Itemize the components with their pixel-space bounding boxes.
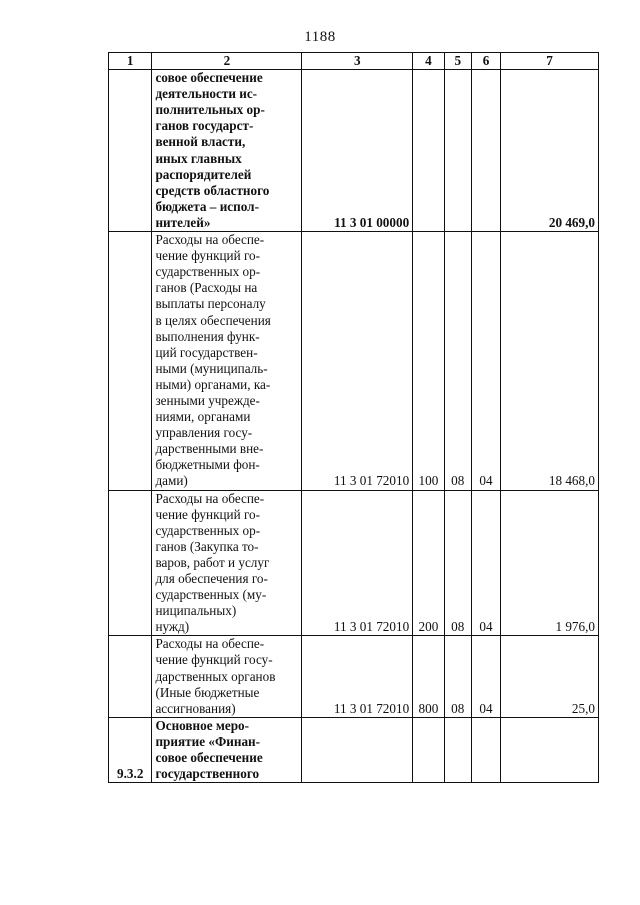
header-col-6: 6 [471,53,500,70]
row-name [152,70,302,232]
row-name-line: иных главных [155,150,242,166]
row-name-line: бюджетными фон- [155,457,260,473]
row-name-line: (Иные бюджетные [155,684,260,700]
row-subsection: 04 [471,490,500,636]
header-col-5: 5 [444,53,471,70]
row-name [152,232,302,491]
row-code: 11 3 01 72010 [302,636,413,717]
row-name-line: ниципальных) [155,603,237,619]
row-subsection: 04 [471,636,500,717]
table-row [109,717,599,782]
row-name-line: управления госу- [155,425,253,441]
row-name-line: дами) [155,473,188,489]
row-name-line: сударственных ор- [155,264,261,280]
row-name-line: венной власти, [155,134,246,150]
row-name-line: ными (муниципаль- [155,360,268,376]
row-name-line: выплаты персоналу [155,296,266,312]
row-number: 9.3.2 [109,717,152,782]
row-expense-type: 100 [413,232,445,491]
page-number: 1188 [304,29,336,45]
row-name-line: ными) органами, ка- [155,376,271,392]
row-code: 11 3 01 00000 [302,70,413,232]
row-name-line: Расходы на обеспе- [155,490,265,506]
budget-table [108,52,599,783]
row-name-line: зенными учрежде- [155,392,260,408]
row-expense-type: 800 [413,636,445,717]
row-name-line: нужд) [155,619,190,635]
row-name-line: Расходы на обеспе- [155,232,265,248]
row-number [109,70,152,232]
row-amount [501,717,599,782]
row-section [444,717,471,782]
row-name-line: совое обеспечение [155,70,263,86]
row-name-line: полнительных ор- [155,102,265,118]
row-subsection [471,70,500,232]
table-row [109,636,599,717]
row-name-line: бюджета – испол- [155,198,259,214]
row-name-line: ганов (Расходы на [155,280,258,296]
row-name-line: чение функций го- [155,506,261,522]
row-subsection [471,717,500,782]
row-code [302,717,413,782]
row-code: 11 3 01 72010 [302,490,413,636]
row-name [152,717,302,782]
row-subsection: 04 [471,232,500,491]
row-code: 11 3 01 72010 [302,232,413,491]
row-expense-type [413,717,445,782]
row-name-line: ций государствен- [155,344,258,360]
row-name-line: Основное меро- [155,717,250,733]
row-expense-type [413,70,445,232]
row-name-line: чение функций го- [155,248,261,264]
row-name-line: варов, работ и услуг [155,554,270,570]
row-amount: 18 468,0 [501,232,599,491]
row-number [109,490,152,636]
row-expense-type: 200 [413,490,445,636]
table-row [109,232,599,491]
row-number [109,232,152,491]
row-name-line: приятие «Финан- [155,733,261,749]
row-name [152,490,302,636]
table-row [109,70,599,232]
row-section [444,70,471,232]
table-row [109,490,599,636]
row-name-line: ассигнования) [155,700,236,716]
row-name-line: государственного [155,766,260,782]
row-name-line: совое обеспечение [155,750,263,766]
row-name-line: в целях обеспечения [155,312,271,328]
row-name-line: распорядителей [155,166,252,182]
row-section: 08 [444,490,471,636]
row-name-line: ганов государст- [155,118,254,134]
row-name-line: выполнения функ- [155,328,260,344]
row-name-line: сударственных ор- [155,522,261,538]
row-name-line: средств областного [155,182,270,198]
row-amount: 1 976,0 [501,490,599,636]
row-amount: 20 469,0 [501,70,599,232]
row-name-line: для обеспечения го- [155,571,268,586]
header-row [109,53,599,70]
row-name-line: чение функций госу- [155,652,273,668]
row-amount: 25,0 [501,636,599,717]
row-number [109,636,152,717]
row-name-line: ниями, органами [155,409,251,425]
row-name-line: Расходы на обеспе- [155,636,265,652]
header-col-7: 7 [501,53,599,70]
row-name [152,636,302,717]
row-section: 08 [444,636,471,717]
row-name-line: ганов (Закупка то- [155,538,259,554]
row-name-line: нителей» [155,214,211,230]
header-col-4: 4 [413,53,445,70]
header-col-2: 2 [152,53,302,70]
row-name-line: дарственными вне- [155,441,264,457]
row-name-line: дарственных органов [155,668,276,684]
row-name-line: деятельности ис- [155,86,258,102]
header-col-1: 1 [109,53,152,70]
row-name-line: сударственных (му- [155,587,267,603]
header-col-3: 3 [302,53,413,70]
row-section: 08 [444,232,471,491]
